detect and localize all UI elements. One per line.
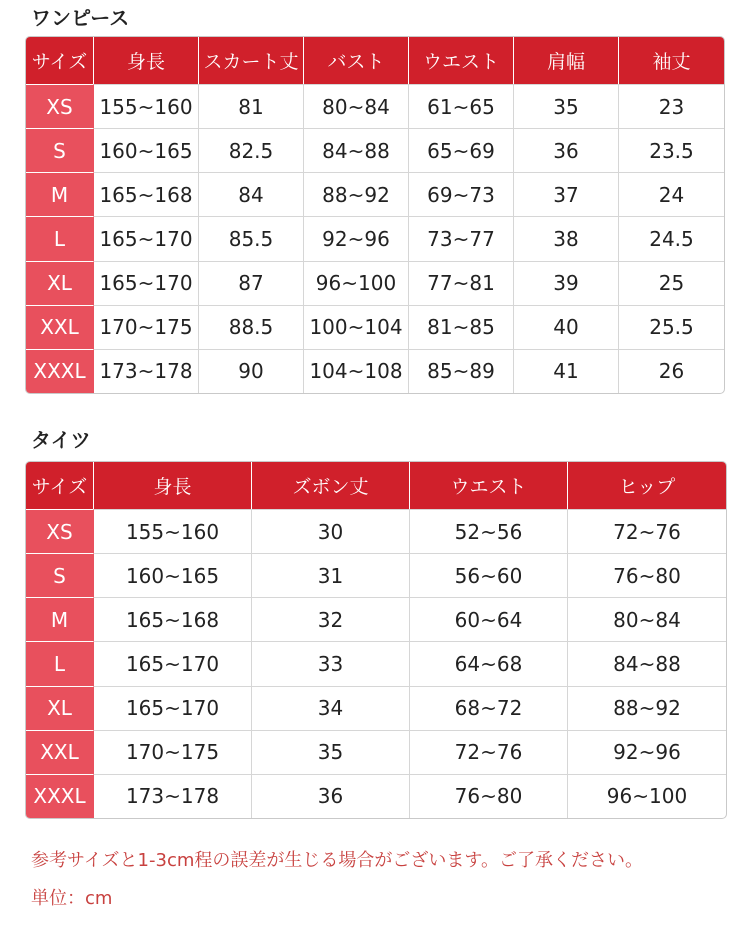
table-cell: 155~160: [94, 84, 199, 128]
table-cell: 92~96: [568, 730, 726, 774]
table-row: [26, 261, 724, 305]
table-cell: 173~178: [94, 774, 252, 818]
table-cell: 77~81: [409, 261, 514, 305]
table-header-row: [26, 462, 726, 509]
table-cell: 56~60: [410, 553, 568, 597]
table-cell: 68~72: [410, 686, 568, 730]
onepiece-section-title: ワンピース: [31, 6, 130, 30]
tights-section-title: タイツ: [31, 428, 91, 452]
table-cell: 165~170: [94, 641, 252, 685]
table-cell: 40: [514, 305, 619, 349]
table-cell: 165~168: [94, 597, 252, 641]
table-row: [26, 128, 724, 172]
table-cell: 30: [252, 509, 410, 553]
table-row: [26, 305, 724, 349]
size-label-cell: XXL: [26, 730, 94, 774]
table-cell: 88~92: [304, 172, 409, 216]
table-cell: 26: [619, 349, 724, 393]
table-row: [26, 730, 726, 774]
table-cell: 87: [199, 261, 304, 305]
header-bust: バスト: [304, 37, 409, 84]
table-cell: 160~165: [94, 128, 199, 172]
header-pants-length: ズボン丈: [252, 462, 410, 509]
table-cell: 170~175: [94, 730, 252, 774]
table-cell: 41: [514, 349, 619, 393]
table-header-row: [26, 37, 724, 84]
table-cell: 72~76: [568, 509, 726, 553]
table-cell: 65~69: [409, 128, 514, 172]
header-size: サイズ: [26, 37, 94, 84]
header-size: サイズ: [26, 462, 94, 509]
size-label-cell: S: [26, 128, 94, 172]
table-cell: 84~88: [568, 641, 726, 685]
table-cell: 39: [514, 261, 619, 305]
table-cell: 81~85: [409, 305, 514, 349]
table-row: [26, 597, 726, 641]
table-cell: 31: [252, 553, 410, 597]
header-waist: ウエスト: [410, 462, 568, 509]
header-waist: ウエスト: [409, 37, 514, 84]
table-cell: 165~170: [94, 261, 199, 305]
table-cell: 170~175: [94, 305, 199, 349]
table-cell: 80~84: [304, 84, 409, 128]
table-cell: 64~68: [410, 641, 568, 685]
header-height: 身長: [94, 462, 252, 509]
size-label-cell: XL: [26, 261, 94, 305]
header-shoulder-width: 肩幅: [514, 37, 619, 84]
size-label-cell: M: [26, 597, 94, 641]
table-cell: 24: [619, 172, 724, 216]
table-row: [26, 686, 726, 730]
tights-size-table: [25, 461, 727, 819]
table-cell: 38: [514, 216, 619, 260]
table-cell: 165~170: [94, 686, 252, 730]
table-cell: 104~108: [304, 349, 409, 393]
table-cell: 84~88: [304, 128, 409, 172]
table-cell: 84: [199, 172, 304, 216]
table-row: [26, 172, 724, 216]
size-label-cell: XL: [26, 686, 94, 730]
header-sleeve-length: 袖丈: [619, 37, 724, 84]
size-label-cell: S: [26, 553, 94, 597]
table-cell: 92~96: [304, 216, 409, 260]
table-row: [26, 216, 724, 260]
table-row: [26, 641, 726, 685]
table-row: [26, 509, 726, 553]
table-cell: 24.5: [619, 216, 724, 260]
table-cell: 73~77: [409, 216, 514, 260]
size-label-cell: XXXL: [26, 774, 94, 818]
table-cell: 76~80: [568, 553, 726, 597]
unit-note: 単位：cm: [31, 888, 113, 909]
table-cell: 88.5: [199, 305, 304, 349]
table-cell: 23.5: [619, 128, 724, 172]
table-cell: 60~64: [410, 597, 568, 641]
table-cell: 96~100: [568, 774, 726, 818]
onepiece-size-table: [25, 36, 725, 394]
table-row: [26, 774, 726, 818]
header-skirt-length: スカート丈: [199, 37, 304, 84]
size-label-cell: L: [26, 216, 94, 260]
table-cell: 35: [514, 84, 619, 128]
table-cell: 155~160: [94, 509, 252, 553]
table-cell: 32: [252, 597, 410, 641]
table-cell: 160~165: [94, 553, 252, 597]
table-cell: 25: [619, 261, 724, 305]
table-cell: 81: [199, 84, 304, 128]
table-cell: 96~100: [304, 261, 409, 305]
size-label-cell: XS: [26, 84, 94, 128]
table-cell: 100~104: [304, 305, 409, 349]
header-height: 身長: [94, 37, 199, 84]
size-label-cell: M: [26, 172, 94, 216]
table-cell: 35: [252, 730, 410, 774]
table-cell: 23: [619, 84, 724, 128]
size-disclaimer-note: 参考サイズと1-3cm程の誤差が生じる場合がございます。ご了承ください。: [31, 850, 643, 871]
table-cell: 37: [514, 172, 619, 216]
size-label-cell: XXXL: [26, 349, 94, 393]
size-label-cell: XXL: [26, 305, 94, 349]
header-hip: ヒップ: [568, 462, 726, 509]
table-cell: 36: [514, 128, 619, 172]
table-row: [26, 84, 724, 128]
table-row: [26, 553, 726, 597]
table-cell: 80~84: [568, 597, 726, 641]
size-label-cell: XS: [26, 509, 94, 553]
table-cell: 85.5: [199, 216, 304, 260]
table-cell: 72~76: [410, 730, 568, 774]
size-label-cell: L: [26, 641, 94, 685]
table-cell: 36: [252, 774, 410, 818]
table-cell: 76~80: [410, 774, 568, 818]
table-cell: 82.5: [199, 128, 304, 172]
table-cell: 90: [199, 349, 304, 393]
table-cell: 165~168: [94, 172, 199, 216]
table-cell: 25.5: [619, 305, 724, 349]
table-cell: 33: [252, 641, 410, 685]
table-cell: 61~65: [409, 84, 514, 128]
table-cell: 34: [252, 686, 410, 730]
table-cell: 52~56: [410, 509, 568, 553]
table-cell: 173~178: [94, 349, 199, 393]
table-cell: 69~73: [409, 172, 514, 216]
table-row: [26, 349, 724, 393]
table-cell: 165~170: [94, 216, 199, 260]
table-cell: 85~89: [409, 349, 514, 393]
table-cell: 88~92: [568, 686, 726, 730]
